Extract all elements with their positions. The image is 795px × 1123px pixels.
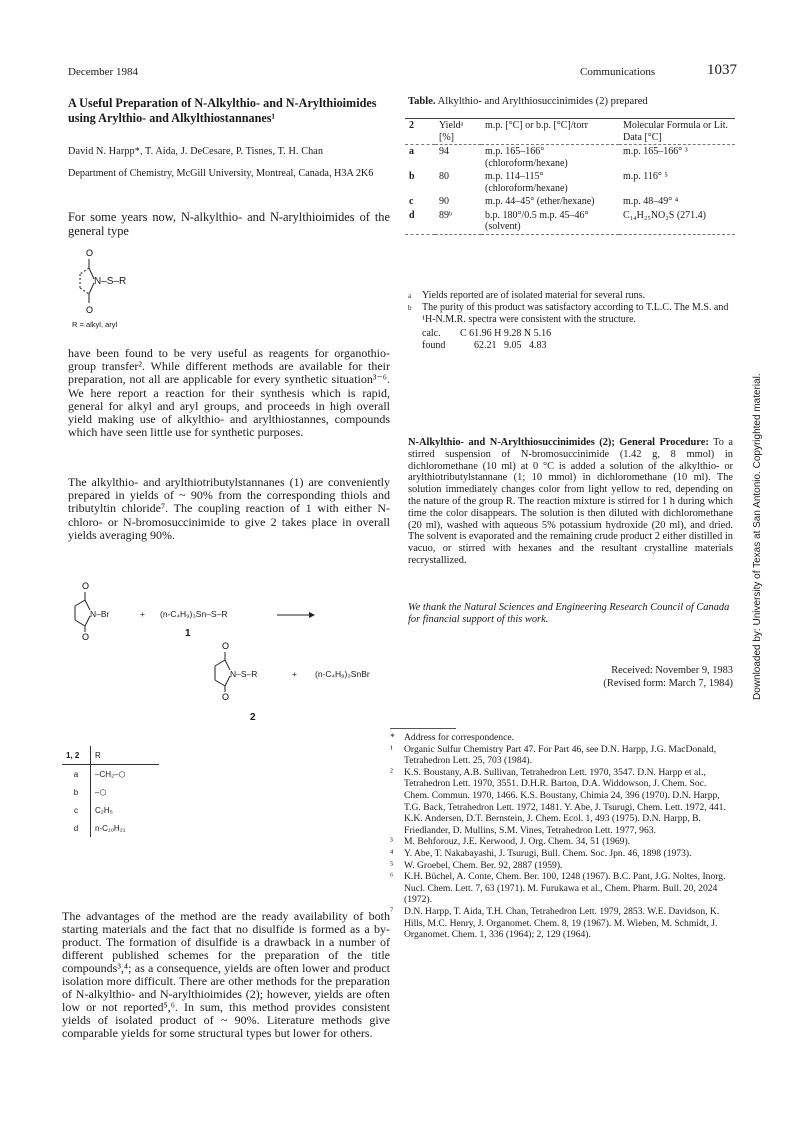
table-caption-text: Alkylthio- and Arylthiosuccinimides (2) prepared (437, 96, 648, 107)
intro-paragraph: For some years now, N-alkylthio- and N-arylthioimides of the general type (68, 210, 390, 238)
compound-1-label: 1 (185, 628, 191, 639)
table-caption-label: Table. (408, 96, 436, 107)
references-list (390, 732, 733, 941)
table-row: c 90 m.p. 44–45° (ether/hexane) m.p. 48–49° ⁴ (409, 196, 679, 207)
reference-item: ⁴ Y. Abe, T. Nakabayashi, J. Tsurugi, Bull. Chem. Soc. Jpn. 46, 1898 (1973). (390, 847, 692, 859)
footnote-a: Yields reported are of isolated material for several runs. (422, 290, 645, 301)
procedure-text: To a stirred suspension of N-bromosuccinimide (1.42 g, 8 mmol) in dichloromethane (10 ml) at 0 °C is added a solution of the alkylthio- or arylthiotributylstannane (1; 10 mmol) in dichloromethane (10 ml). The solution immediately changes color from light yellow to red, depending on the nature of the group R. The reaction mixture is stirred for 1 h during which time the color disappears. The solution is then diluted with dichloromethane (20 ml), washed with aqueous 5% potassium hydroxide (20 ml), and dried. The solvent is evaporated and the remaining crude product 2 either distilled in vacuo, or stirred with hexanes and the resultant crystalline materials recrystallized. (408, 437, 733, 566)
plus-sign-2: + (292, 669, 297, 679)
svg-text:O: O (86, 248, 94, 258)
svg-text:O: O (82, 581, 90, 591)
calc-label: calc. (422, 328, 441, 339)
procedure-heading: N-Alkylthio- and N-Arylthiosuccinimides (2); General Procedure: (408, 437, 709, 448)
paragraph-4: The advantages of the method are the ready availability of both starting materials and the fact that no disulfide is formed as a by-product. The formation of disulfide is a drawback in a number of different published schemes for the preparation of the title compounds³,⁴; as a consequence, yields are often lower and product isolation more difficult. There are other methods for the preparation of N-alkylthio- and N-arylthioimides (2); however, yields are often low or not reported⁵,⁶. In sum, this method provides consistent yields of isolated product of ~ 90%. Literature methods give comparable yields for some structural types but lower for others. (62, 909, 390, 1040)
reactant-1: N–Br (90, 609, 110, 619)
r-table-header-r: R (91, 746, 160, 765)
footnote-b: The purity of this product was satisfactory according to T.L.C. The M.S. and ¹H-N.M.R. spectra were consistent with the structure. (422, 302, 729, 325)
reference-item: ¹ Organic Sulfur Chemistry Part 47. For Part 46, see D.N. Harpp, J.G. MacDonald, Tetrahedron Lett. 25, 703 (1984). (390, 743, 717, 767)
reaction-arrow-icon (275, 610, 315, 620)
r-group-table (62, 746, 159, 837)
reference-item: ⁶ K.H. Büchel, A. Conte, Chem. Ber. 100, 1248 (1967). B.C. Pant, J.G. Noltes, Inorg. Nucl. Chem. Lett. 7, 63 (1971). M. Furukawa et al., Chem. Pharm. Bull. 20, 2024 (1972). (390, 871, 726, 906)
reference-item: ² K.S. Boustany, A.B. Sullivan, Tetrahedron Lett. 1970, 3547. D.N. Harpp et al., Tetrahedron Lett. 1970, 3551. D.H.R. Barton, D.A. Widdowson, J. Chem. Soc. Chem. Commun. 1970, 1466. K.S. Boustany, Chimia 24, 396 (1970). D.N. Harpp, T.G. Back, Tetrahedron Lett. 1972, 1481. Y. Abe, J. Tsurugi, Chem. Lett. 1972, 441. K.K. Andersen, D.T. Bernstein, J. Chem. Ecol. 1, 493 (1975). D.N. Harpp, B. Friedlander, D. Mullins, S.M. Vines, Tetrahedron Lett. 1977, 963. (390, 766, 726, 836)
authors: David N. Harpp*, T. Aida, J. DeCesare, P. Tisnes, T. H. Chan (68, 146, 324, 157)
svg-text:O: O (82, 632, 90, 640)
r-table-row: b –⬡ (62, 783, 159, 801)
r-table-row: d n-C₁₀H₂₁ (62, 819, 159, 837)
reference-item: * Address for correspondence. (390, 732, 515, 743)
reference-item: ⁷ D.N. Harpp, T. Aida, T.H. Chan, Tetrahedron Lett. 1979, 2853. W.E. Davidson, K. Hills, M.C. Henry, J. Organomet. Chem. 8, 19 (1967). M. Wieben, M. Schmidt, J. Organomet. Chem. 1, 336 (1964); 2, 129 (1964). (390, 905, 720, 941)
reference-item: ⁵ W. Groebel, Chem. Ber. 92, 2887 (1959). (390, 859, 563, 871)
received-dates (540, 664, 733, 690)
received-date: Received: November 9, 1983 (611, 665, 733, 676)
general-structure (72, 246, 192, 331)
download-notice: Downloaded by: University of Texas at San Antonio. Copyrighted material. (752, 373, 763, 700)
plus-sign: + (140, 609, 145, 619)
running-journal: Communications (580, 66, 656, 78)
svg-text:O: O (222, 692, 230, 700)
r-table-header-id: 1, 2 (62, 746, 91, 765)
table-row: b 80 m.p. 114–115° (chloroform/hexane) m.p. 116° ⁵ (409, 171, 668, 194)
reference-item: ³ M. Behforouz, J.E. Kerwood, J. Org. Chem. 34, 51 (1969). (390, 836, 631, 848)
succinimide-ring-drawing (72, 246, 192, 316)
svg-text:O: O (86, 305, 94, 315)
reaction-scheme (70, 580, 400, 760)
reactant-2: (n-C₄H₉)₃Sn–S–R (160, 609, 228, 619)
r-table-row: c C₂H₅ (62, 801, 159, 819)
r-table-row: a –CH₂–⬡ (62, 765, 159, 784)
procedure (408, 437, 733, 567)
byproduct: (n-C₄H₉)₃SnBr (315, 669, 370, 679)
running-date: December 1984 (68, 66, 138, 78)
found-label: found (422, 340, 446, 351)
results-table: 2 Yieldᵃ [%] m.p. [°C] or b.p. [°C]/torr Molecular Formula or Lit. Data [°C] a 94 m.p. 165–166° (chloroform/hexane) m.p. 165–166° ³ b 80 m.p. 114–115° (chloroform/hexane) m.p. 116° ⁵ c 90 m.p. 44–45° (ether/hexane) m.p. 48–49° ⁴ d 89ᵇ b.p. 180°/0.5 m.p. 45–46° (solvent) C₁₄H₂₅NO₂S (271.4) (405, 118, 735, 235)
table-caption (408, 96, 733, 107)
article-title: A Useful Preparation of N-Alkylthio- and N-Arylthioimides using Arylthio- and Alkylthiostannanes¹ (68, 96, 377, 125)
table-row: d 89ᵇ b.p. 180°/0.5 m.p. 45–46° (solvent) C₁₄H₂₅NO₂S (271.4) (405, 209, 735, 235)
affiliation: Department of Chemistry, McGill University, Montreal, Canada, H3A 2K6 (68, 168, 374, 179)
svg-text:O: O (222, 641, 230, 651)
paragraph-3: The alkylthio- and arylthiotributylstannanes (1) are conveniently prepared in yields of ~ 90% from the corresponding thiols and tributyltin chloride⁷. The coupling reaction of 1 with either N-chloro- or N-bromosuccinimide to give 2 takes place in overall yields averaging 90%. (68, 475, 390, 542)
references-divider (390, 728, 456, 729)
revised-date: (Revised form: March 7, 1984) (603, 678, 733, 689)
table-footnotes: a Yields reported are of isolated material for several runs. b The purity of this product was satisfactory according to T.L.C. The M.S. and ¹H-N.M.R. spectra were consistent with the structure. calc. C 61.96 H 9.28 N 5.16 found 62.21 9.05 4.83 (408, 290, 729, 351)
structure-caption: R = alkyl, aryl (72, 320, 118, 329)
product: N–S–R (230, 669, 258, 679)
page-number: 1037 (707, 62, 737, 78)
paragraph-2: have been found to be very useful as reagents for organothio-group transfer². While different methods are available for their preparation, not all are applicable for every synthetic situation³⁻⁶. We here report a reaction for their synthesis which is rapid, general for alkyl and aryl groups, and proceeds in high overall yield making use of alkylthio- and arylthiostannes, compounds which have seen little use for synthetic purposes. (68, 346, 390, 440)
calc-values: C 61.96 H 9.28 N 5.16 (460, 328, 552, 339)
structure-label: N–S–R (94, 276, 127, 287)
compound-2-label: 2 (250, 712, 256, 723)
table-row: a 94 m.p. 165–166° (chloroform/hexane) m.p. 165–166° ³ (409, 146, 688, 169)
acknowledgement: We thank the Natural Sciences and Engineering Research Council of Canada for financial support of this work. (408, 602, 730, 625)
found-values: 62.21 9.05 4.83 (474, 340, 547, 351)
